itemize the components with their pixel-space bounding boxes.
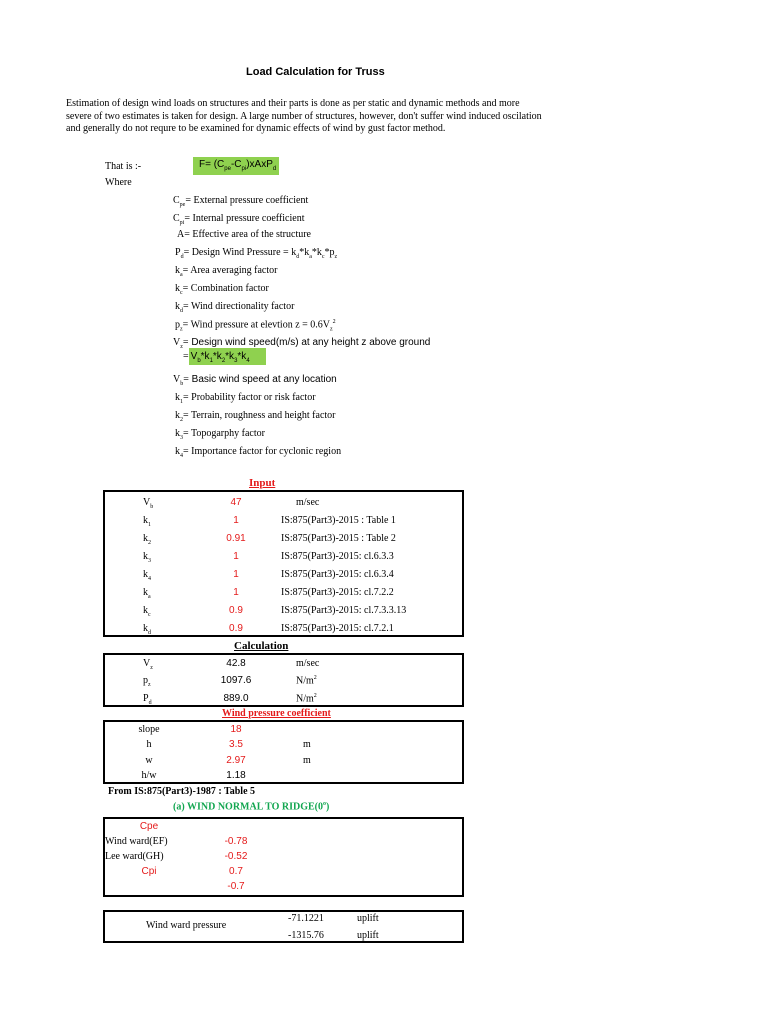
- pressure-label: Wind ward pressure: [146, 920, 227, 931]
- def-pz: $p_z=$ Wind pressure at elevtion $z = 0.6V_z^2$: [175, 319, 336, 333]
- input-value: 47: [230, 497, 242, 508]
- def-ka: $k_a=$ Area averaging factor: [175, 265, 278, 278]
- def-k3: $k_3=$ Topogarphy factor: [175, 428, 265, 441]
- pressure-note: uplift: [357, 913, 379, 924]
- input-value: 1: [233, 587, 239, 598]
- cpi-value: -0.7: [227, 881, 245, 892]
- calc-unit-pd: $N/m^2$: [296, 693, 317, 705]
- input-name-kd: $k_d$: [143, 623, 151, 636]
- def-kd: $k_d=$ Wind directionality factor: [175, 301, 295, 314]
- input-value: 1: [233, 551, 239, 562]
- pressure-value: -71.1221: [288, 913, 324, 924]
- calc-name-pz: $p_z$: [143, 675, 151, 688]
- input-value: 0.9: [229, 605, 243, 616]
- coef-name: h: [146, 739, 152, 750]
- vz-formula-row: = $V_b*k_1*k_2*k_3*k_4$: [183, 351, 266, 364]
- input-value: 1: [233, 569, 239, 580]
- calculation-table: [103, 653, 464, 707]
- input-ref: IS:875(Part3)-2015: cl.7.2.2: [281, 587, 394, 598]
- coefficient-heading: Wind pressure coefficient: [222, 708, 331, 719]
- wind-normal-heading: (a) WIND NORMAL TO RIDGE(0$^o$): [173, 801, 330, 813]
- def-k2: $k_2=$ Terrain, roughness and height factor: [175, 410, 336, 423]
- def-pd: $P_d=$ Design Wind Pressure = $k_d*k_a*k_c*p_z$: [175, 247, 338, 260]
- cpe-label: Cpe: [139, 821, 159, 832]
- def-k4: $k_4=$ Importance factor for cyclonic region: [175, 446, 342, 459]
- pressure-note: uplift: [357, 930, 379, 941]
- input-ref: IS:875(Part3)-2015: cl.7.3.3.13: [281, 605, 407, 616]
- coef-unit: m: [303, 739, 311, 750]
- input-ref: IS:875(Part3)-2015 : Table 2: [281, 533, 396, 544]
- cpi-value: 0.7: [229, 866, 243, 877]
- input-value: 1: [233, 515, 239, 526]
- input-name-k1: $k_1$: [143, 515, 151, 528]
- calc-unit-pz: $N/m^2$: [296, 675, 317, 687]
- cp-row-value: -0.52: [224, 851, 248, 862]
- input-name-k2: $k_2$: [143, 533, 151, 546]
- input-name-vb: $V_b$: [143, 497, 154, 510]
- calc-value: 889.0: [223, 693, 249, 704]
- pressure-value: -1315.76: [288, 930, 324, 941]
- coef-name: h/w: [141, 770, 157, 781]
- that-is-label: That is :-: [105, 161, 142, 172]
- def-a: A= Effective area of the structure: [177, 229, 311, 240]
- cp-row-name: Wind ward(EF): [105, 836, 168, 847]
- from-reference: From IS:875(Part3)-1987 : Table 5: [108, 786, 256, 797]
- calc-unit-vz: m/sec: [296, 658, 320, 669]
- input-ref: IS:875(Part3)-2015 : Table 1: [281, 515, 396, 526]
- coef-name: w: [145, 755, 153, 766]
- coef-value: 1.18: [226, 770, 246, 781]
- input-ref: IS:875(Part3)-2015: cl.6.3.4: [281, 569, 394, 580]
- def-cpe: $C_{pe}=$ External pressure coefficient: [173, 195, 309, 208]
- coef-value: 18: [230, 724, 242, 735]
- coef-name: slope: [138, 724, 160, 735]
- where-label: Where: [105, 177, 132, 188]
- formula-box: $F= (C_{pe}-C_{pi})xAxP_d$: [193, 157, 279, 175]
- calc-name-pd: $P_d$: [143, 693, 152, 706]
- input-ref: IS:875(Part3)-2015: cl.6.3.3: [281, 551, 394, 562]
- calc-name-vz: $V_z$: [143, 658, 153, 671]
- input-heading: Input: [249, 477, 276, 489]
- input-name-kc: $k_c$: [143, 605, 151, 618]
- calc-value: 1097.6: [220, 675, 252, 686]
- def-vb: $V_b=$ Basic wind speed at any location: [173, 374, 337, 387]
- calc-value: 42.8: [226, 658, 246, 669]
- input-name-k3: $k_3$: [143, 551, 151, 564]
- coef-value: 3.5: [229, 739, 243, 750]
- def-vz: $V_z=$ Design wind speed(m/s) at any height z above ground: [173, 337, 431, 350]
- input-value: 0.9: [229, 623, 243, 634]
- cp-row-value: -0.78: [224, 836, 248, 847]
- input-name-k4: $k_4$: [143, 569, 151, 582]
- def-k1: $k_1=$ Probability factor or risk factor: [175, 392, 316, 405]
- coef-value: 2.97: [226, 755, 246, 766]
- cp-row-name: Lee ward(GH): [105, 851, 164, 862]
- def-cpi: $C_{pi}=$ Internal pressure coefficient: [173, 213, 305, 226]
- input-ref: m/sec: [296, 497, 320, 508]
- def-kc: $k_c=$ Combination factor: [175, 283, 269, 296]
- input-value: 0.91: [226, 533, 246, 544]
- input-ref: IS:875(Part3)-2015: cl.7.2.1: [281, 623, 394, 634]
- input-name-ka: $k_a$: [143, 587, 151, 600]
- page-title: Load Calculation for Truss: [246, 66, 385, 78]
- intro-paragraph: Estimation of design wind loads on structures and their parts is done as per static and dynamic methods and more severe of two estimates is taken for design. A large number of structures, however, don't suffer wind induced oscilation and generally do not requre to be examined for dynamic effects of wind by gust factor method.: [66, 98, 542, 134]
- coef-unit: m: [303, 755, 311, 766]
- cpi-label: Cpi: [141, 866, 157, 877]
- calculation-heading: Calculation: [234, 640, 289, 652]
